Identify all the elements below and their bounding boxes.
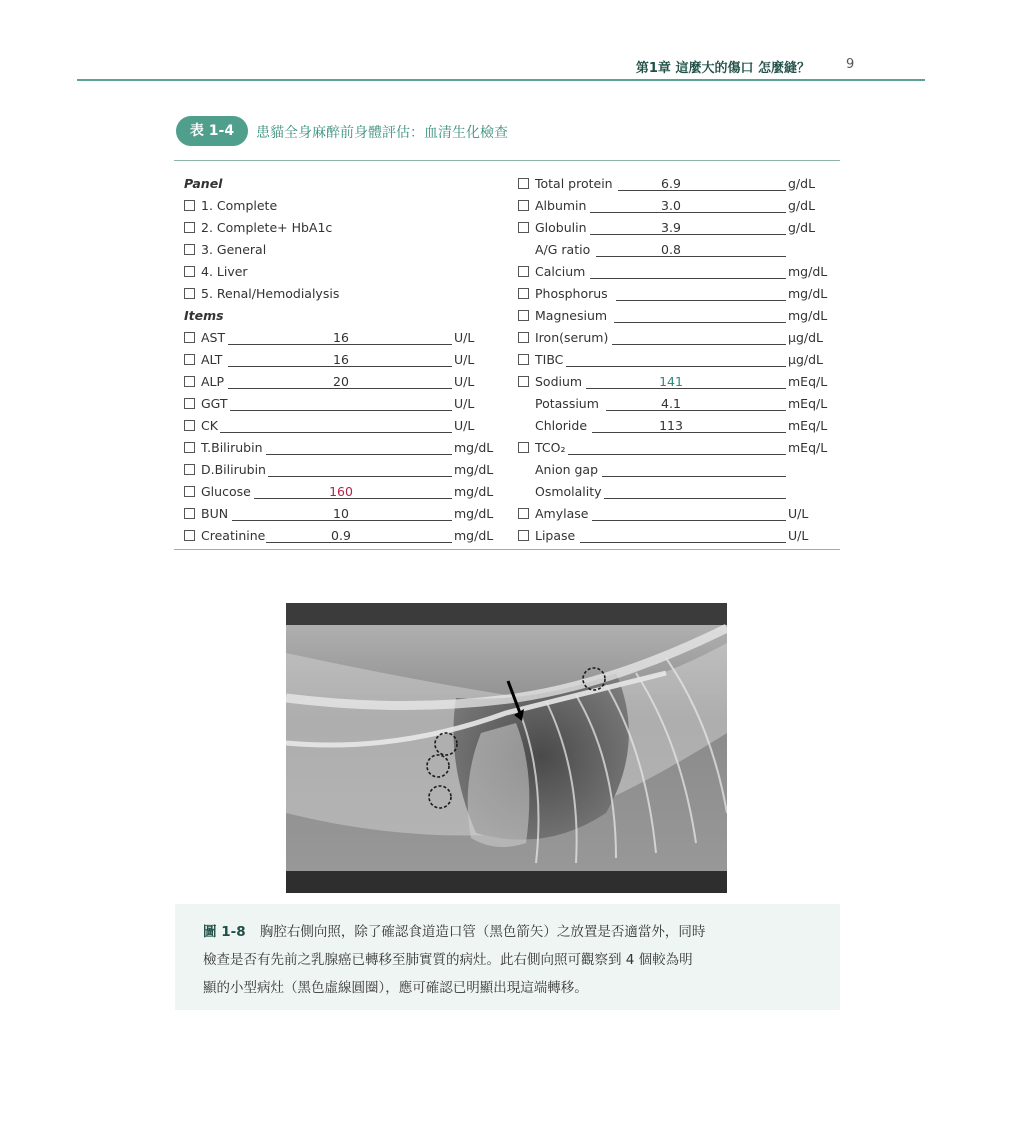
row-label xyxy=(518,306,607,326)
row-label-text: D.Bilirubin xyxy=(201,462,266,477)
checkbox[interactable] xyxy=(184,376,195,387)
checkbox[interactable] xyxy=(518,178,529,189)
section-label: Panel xyxy=(184,176,223,191)
checkbox[interactable] xyxy=(518,508,529,519)
fill-line xyxy=(614,322,786,323)
table-row xyxy=(518,371,838,393)
row-label xyxy=(184,416,218,436)
row-unit: mg/dL xyxy=(788,264,828,279)
row-unit: U/L xyxy=(454,396,475,411)
checkbox[interactable] xyxy=(518,288,529,299)
checkbox[interactable] xyxy=(184,354,195,365)
row-label xyxy=(184,372,224,392)
row-label-text: Total protein xyxy=(535,176,613,191)
xray-illustration xyxy=(286,603,727,893)
row-unit: mEq/L xyxy=(788,374,828,389)
row-value: 16 xyxy=(333,352,349,367)
row-value: 16 xyxy=(333,330,349,345)
fill-line xyxy=(592,520,786,521)
row-label xyxy=(184,262,248,282)
table-row xyxy=(518,415,838,437)
fill-line xyxy=(612,344,786,345)
row-label xyxy=(518,196,586,216)
table-row xyxy=(184,195,504,217)
header-divider xyxy=(77,79,925,81)
row-unit: mg/dL xyxy=(454,462,494,477)
checkbox[interactable] xyxy=(184,442,195,453)
row-label xyxy=(184,482,251,502)
row-unit: mg/dL xyxy=(454,484,494,499)
row-label xyxy=(184,218,332,238)
table-row xyxy=(184,371,504,393)
table-row xyxy=(184,525,504,547)
row-unit: U/L xyxy=(788,506,809,521)
caption-text-1: 胸腔右側向照，除了確認食道造口管（黑色箭矢）之放置是否適當外，同時 xyxy=(259,924,706,940)
row-unit: mg/dL xyxy=(788,308,828,323)
row-label xyxy=(518,218,587,238)
row-label-text: Glucose xyxy=(201,484,251,499)
row-label xyxy=(518,526,575,546)
row-label xyxy=(518,350,563,370)
row-label xyxy=(518,372,582,392)
row-label-text: ALT xyxy=(201,352,223,367)
row-label xyxy=(535,416,587,436)
row-value: 4.1 xyxy=(661,396,681,411)
row-label xyxy=(518,284,608,304)
row-label-text: Amylase xyxy=(535,506,589,521)
row-label xyxy=(518,174,613,194)
row-label xyxy=(184,350,222,370)
table-row xyxy=(518,173,838,195)
row-unit: U/L xyxy=(454,352,475,367)
page-number: 9 xyxy=(846,57,855,72)
row-value: 20 xyxy=(333,374,349,389)
row-label-text: Iron(serum) xyxy=(535,330,609,345)
fill-line xyxy=(568,454,786,455)
table-row xyxy=(518,195,838,217)
checkbox[interactable] xyxy=(184,398,195,409)
table-caption: 患貓全身麻醉前身體評估：血清生化檢查 xyxy=(256,125,508,141)
table-row xyxy=(184,415,504,437)
row-unit: μg/dL xyxy=(788,352,823,367)
checkbox[interactable] xyxy=(518,442,529,453)
row-label xyxy=(518,438,565,458)
checkbox[interactable] xyxy=(184,530,195,541)
fill-line xyxy=(590,278,786,279)
table-row xyxy=(518,239,838,261)
row-label-text: Anion gap xyxy=(535,462,599,477)
table-row xyxy=(184,283,504,305)
row-unit: U/L xyxy=(454,330,475,345)
row-label xyxy=(184,284,339,304)
table-row xyxy=(518,459,838,481)
fill-line xyxy=(616,300,786,301)
row-label-text: T.Bilirubin xyxy=(201,440,263,455)
page-header xyxy=(0,54,1024,84)
chapter-title: 第1章 這麼大的傷口 怎麼縫？ xyxy=(635,61,810,76)
row-label-text: Phosphorus xyxy=(535,286,608,301)
row-label-text: Magnesium xyxy=(535,308,608,323)
row-label xyxy=(535,240,590,260)
table-top-rule xyxy=(174,160,840,161)
row-label-text: Creatinine xyxy=(201,528,266,543)
row-label-text: BUN xyxy=(201,506,229,521)
row-label-text: 3. General xyxy=(201,242,267,257)
checkbox[interactable] xyxy=(184,222,195,233)
table-row xyxy=(518,261,838,283)
row-unit: μg/dL xyxy=(788,330,823,345)
table-row xyxy=(518,503,838,525)
row-label-text: AST xyxy=(201,330,226,345)
table-row xyxy=(184,503,504,525)
row-label-text: GGT xyxy=(201,396,228,411)
row-unit: U/L xyxy=(454,418,475,433)
checkbox[interactable] xyxy=(184,486,195,497)
row-label-text: Osmolality xyxy=(535,484,602,499)
caption-line-3: 顯的小型病灶（黑色虛線圓圈），應可確認已明顯出現這端轉移。 xyxy=(203,980,588,996)
row-label-text: Lipase xyxy=(535,528,576,543)
row-unit: mEq/L xyxy=(788,418,828,433)
row-label xyxy=(184,328,225,348)
table-row xyxy=(518,327,838,349)
table-badge: 表 1-4 xyxy=(176,116,248,146)
table-row xyxy=(184,261,504,283)
row-label-text: Potassium xyxy=(535,396,599,411)
row-value: 6.9 xyxy=(661,176,681,191)
caption-line-1 xyxy=(203,918,705,946)
row-label-text: CK xyxy=(201,418,218,433)
row-label xyxy=(535,394,599,414)
table-row xyxy=(518,481,838,503)
row-unit: mg/dL xyxy=(454,528,494,543)
row-label-text: 5. Renal/Hemodialysis xyxy=(201,286,340,301)
row-label-text: TCO₂ xyxy=(535,440,566,455)
checkbox[interactable] xyxy=(518,332,529,343)
row-label xyxy=(535,460,598,480)
row-label xyxy=(518,504,588,524)
figure-caption xyxy=(175,904,840,1010)
checkbox[interactable] xyxy=(184,464,195,475)
fill-line xyxy=(602,476,786,477)
row-value: 160 xyxy=(329,484,353,499)
checkbox[interactable] xyxy=(518,310,529,321)
row-label xyxy=(184,460,266,480)
table-row xyxy=(184,239,504,261)
checkbox[interactable] xyxy=(184,508,195,519)
row-label-text: Albumin xyxy=(535,198,587,213)
checkbox[interactable] xyxy=(184,200,195,211)
table-row xyxy=(518,305,838,327)
row-label xyxy=(184,504,228,524)
checkbox[interactable] xyxy=(518,200,529,211)
row-label-text: 4. Liver xyxy=(201,264,248,279)
row-label xyxy=(184,240,266,260)
row-label-text: 2. Complete+ HbA1c xyxy=(201,220,333,235)
table-row xyxy=(184,481,504,503)
row-unit: mg/dL xyxy=(454,506,494,521)
row-label-text: Chloride xyxy=(535,418,588,433)
row-unit: g/dL xyxy=(788,198,816,213)
row-unit: mg/dL xyxy=(454,440,494,455)
table-row xyxy=(184,459,504,481)
fill-line xyxy=(580,542,786,543)
checkbox[interactable] xyxy=(184,244,195,255)
fill-line xyxy=(220,432,452,433)
table-row xyxy=(518,393,838,415)
section-label: Items xyxy=(184,308,224,323)
row-unit: mEq/L xyxy=(788,396,828,411)
table-row xyxy=(184,393,504,415)
checkbox[interactable] xyxy=(518,354,529,365)
row-label-text: Globulin xyxy=(535,220,587,235)
fill-line xyxy=(566,366,786,367)
row-value: 141 xyxy=(659,374,683,389)
table-row xyxy=(518,283,838,305)
table-row xyxy=(518,217,838,239)
row-label-text: Calcium xyxy=(535,264,586,279)
row-label-text: TIBC xyxy=(535,352,564,367)
row-label-text: ALP xyxy=(201,374,225,389)
row-label xyxy=(535,482,602,502)
row-label xyxy=(184,438,263,458)
row-label xyxy=(518,262,585,282)
row-label-text: 1. Complete xyxy=(201,198,278,213)
checkbox[interactable] xyxy=(184,266,195,277)
row-unit: mEq/L xyxy=(788,440,828,455)
fill-line xyxy=(268,476,452,477)
row-unit: U/L xyxy=(454,374,475,389)
fill-line xyxy=(230,410,452,411)
caption-line-2: 檢查是否有先前之乳腺癌已轉移至肺實質的病灶。此右側向照可觀察到 4 個較為明 xyxy=(203,952,693,968)
row-label xyxy=(184,394,228,414)
checkbox[interactable] xyxy=(518,376,529,387)
row-unit: U/L xyxy=(788,528,809,543)
checkbox[interactable] xyxy=(184,288,195,299)
row-unit: mg/dL xyxy=(788,286,828,301)
table-row xyxy=(518,525,838,547)
row-unit: g/dL xyxy=(788,176,816,191)
checkbox[interactable] xyxy=(184,332,195,343)
table-bottom-rule xyxy=(174,549,840,550)
table-row xyxy=(184,327,504,349)
checkbox[interactable] xyxy=(518,222,529,233)
fill-line xyxy=(266,454,452,455)
row-unit: g/dL xyxy=(788,220,816,235)
table-row xyxy=(184,173,504,195)
figure-label: 圖 1-8 xyxy=(203,924,246,940)
table-row xyxy=(184,305,504,327)
row-value: 3.0 xyxy=(661,198,681,213)
checkbox[interactable] xyxy=(518,266,529,277)
fill-line xyxy=(604,498,786,499)
row-label xyxy=(184,196,277,216)
table-row xyxy=(184,437,504,459)
row-value: 113 xyxy=(659,418,683,433)
row-label xyxy=(184,526,265,546)
row-label xyxy=(518,328,608,348)
table-row xyxy=(518,437,838,459)
xray-image xyxy=(286,603,727,893)
row-label-text: A/G ratio xyxy=(535,242,591,257)
table-row xyxy=(184,217,504,239)
row-value: 0.9 xyxy=(331,528,351,543)
row-value: 0.8 xyxy=(661,242,681,257)
row-value: 10 xyxy=(333,506,349,521)
checkbox[interactable] xyxy=(518,530,529,541)
row-value: 3.9 xyxy=(661,220,681,235)
table-row xyxy=(184,349,504,371)
checkbox[interactable] xyxy=(184,420,195,431)
table-row xyxy=(518,349,838,371)
row-label-text: Sodium xyxy=(535,374,583,389)
